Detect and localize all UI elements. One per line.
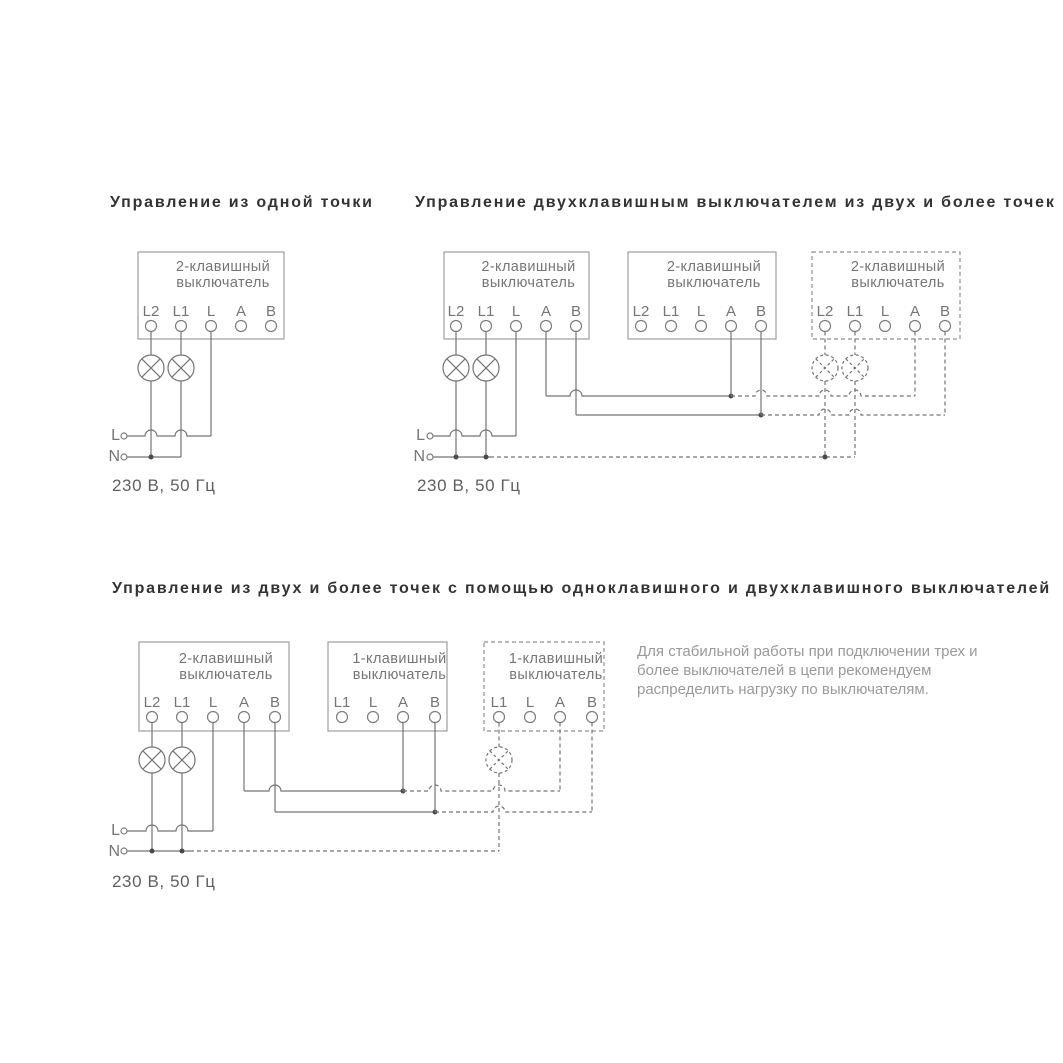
terminal-circle [337,712,348,723]
switch-type-label: 2-клавишный [666,259,762,275]
terminal-label: L1 [172,303,190,320]
switch-box-label [824,259,972,291]
supply-terminal [121,433,127,439]
supply-terminal [121,848,127,854]
switch-type-label: 2-клавишный [175,259,271,275]
terminal-label: L [368,694,378,711]
traveler-A-dashed [403,785,560,791]
neutral-label: N [108,843,120,860]
terminal-circle [208,712,219,723]
lamp-icon [443,355,469,381]
wires-dashed [825,332,945,458]
traveler-A [244,785,403,791]
terminal-circle [636,321,647,332]
terminal-circle [555,712,566,723]
terminal-label: L [206,303,216,320]
terminal-label: L [880,303,890,320]
terminal-label: B [265,303,276,320]
junction-dot [149,455,154,460]
terminal-label: L1 [846,303,864,320]
terminal-circle [511,321,522,332]
terminal-label: L2 [142,303,160,320]
junction-dot [484,455,489,460]
traveler-A [546,390,731,396]
terminal-circle [146,321,157,332]
section-title-mixed-multi: Управление из двух и более точек с помощью одноклавишного и двухклавишного выключателей [112,580,1051,597]
terminal-circle [525,712,536,723]
switch-box-label [340,651,459,683]
terminal-label: L2 [632,303,650,320]
lamp-icon [473,355,499,381]
terminal-label: B [586,694,597,711]
terminal-circle [850,321,861,332]
supply-terminal [121,828,127,834]
terminal-label: L [511,303,521,320]
line-L [127,430,211,436]
lamp-icon-dashed [486,747,512,773]
wires [152,723,275,852]
stability-note [637,642,1037,699]
voltage-label: 230 В, 50 Гц [112,872,216,891]
terminal-circle [451,321,462,332]
wires-dashed [499,723,592,852]
supply-terminal [427,433,433,439]
terminal-label: L1 [173,694,191,711]
switch-word-label: выключатель [352,667,447,683]
terminal-label: L2 [816,303,834,320]
traveler-A-dashed [731,390,915,396]
switch-word-label: выключатель [176,275,270,291]
traveler-B-dashed [761,409,945,415]
lamp-icon-dashed [842,355,868,381]
terminal-circle [696,321,707,332]
switch-word-label: выключатель [509,667,603,683]
terminal-label: L [696,303,706,320]
switch-type-label: 2-клавишный [178,651,274,667]
terminal-label: B [269,694,280,711]
terminal-label: A [909,303,920,320]
terminal-circle [494,712,505,723]
terminal-circle [177,712,188,723]
terminal-circle [239,712,250,723]
section-title-two-gang-multi: Управление двухклавишным выключателем из двух и более точек [415,194,1056,211]
terminal-circle [756,321,767,332]
note-line: более выключателей в цепи рекомендуем [637,662,932,679]
terminal-label: L [208,694,218,711]
switch-word-label: выключатель [851,275,945,291]
terminal-circle [266,321,277,332]
terminal-label: L1 [477,303,495,320]
traveler-B-dashed [435,806,592,812]
switch-word-label: выключатель [667,275,761,291]
terminal-circle [820,321,831,332]
neutral-label: N [413,448,425,465]
wires [403,723,435,813]
voltage-label: 230 В, 50 Гц [417,476,521,495]
terminal-label: L2 [447,303,465,320]
terminal-circle [398,712,409,723]
terminal-label: B [429,694,440,711]
terminal-label: A [540,303,551,320]
switch-box-label [640,259,788,291]
switch-type-label: 1-клавишный [352,651,447,667]
terminal-circle [481,321,492,332]
terminal-circle [910,321,921,332]
terminal-label: A [725,303,736,320]
lamp-icon-dashed [812,355,838,381]
terminal-label: B [570,303,581,320]
wires [456,332,576,458]
terminal-label: L2 [143,694,161,711]
voltage-label: 230 В, 50 Гц [112,476,216,495]
terminal-label: L1 [490,694,508,711]
line-label: L [111,427,120,444]
lamp-icon [169,747,195,773]
terminal-circle [587,712,598,723]
terminal-circle [940,321,951,332]
terminal-label: B [755,303,766,320]
junction-dot [150,849,155,854]
switch-box-label [151,651,301,683]
switch-type-label: 2-клавишный [481,259,576,275]
terminal-circle [206,321,217,332]
line-L [127,825,213,831]
terminal-label: A [397,694,408,711]
junction-dot [180,849,185,854]
switch-word-label: выключатель [179,667,273,683]
terminal-circle [270,712,281,723]
switch-word-label: выключатель [481,275,576,291]
terminal-label: L [525,694,535,711]
note-line: распределить нагрузку по выключателям. [637,681,929,698]
terminal-label: A [238,694,249,711]
lamp-icon [138,355,164,381]
terminal-circle [236,321,247,332]
lamp-icon [168,355,194,381]
terminal-label: A [554,694,565,711]
switch-box-label [496,651,616,683]
terminal-circle [430,712,441,723]
switch-type-label: 1-клавишный [508,651,604,667]
terminal-label: A [235,303,246,320]
switch-box-label [456,259,601,291]
terminal-label: B [939,303,950,320]
switch-type-label: 2-клавишный [850,259,946,275]
junction-dot [454,455,459,460]
terminal-circle [368,712,379,723]
terminal-label: L1 [333,694,351,711]
section-title-single-point: Управление из одной точки [110,194,374,211]
terminal-circle [176,321,187,332]
lamp-icon [139,747,165,773]
neutral-label: N [108,448,120,465]
supply-terminal [427,454,433,460]
note-line: Для стабильной работы при подключении трех и [637,643,978,660]
terminal-circle [147,712,158,723]
wires [731,332,761,416]
line-L [433,430,516,436]
line-label: L [416,427,425,444]
terminal-label: L1 [662,303,680,320]
terminal-circle [880,321,891,332]
terminal-circle [541,321,552,332]
terminal-circle [666,321,677,332]
wires [151,332,211,458]
terminal-circle [571,321,582,332]
switch-box-label [150,259,296,291]
supply-terminal [121,454,127,460]
line-label: L [111,822,120,839]
terminal-circle [726,321,737,332]
junction-dot [823,455,828,460]
